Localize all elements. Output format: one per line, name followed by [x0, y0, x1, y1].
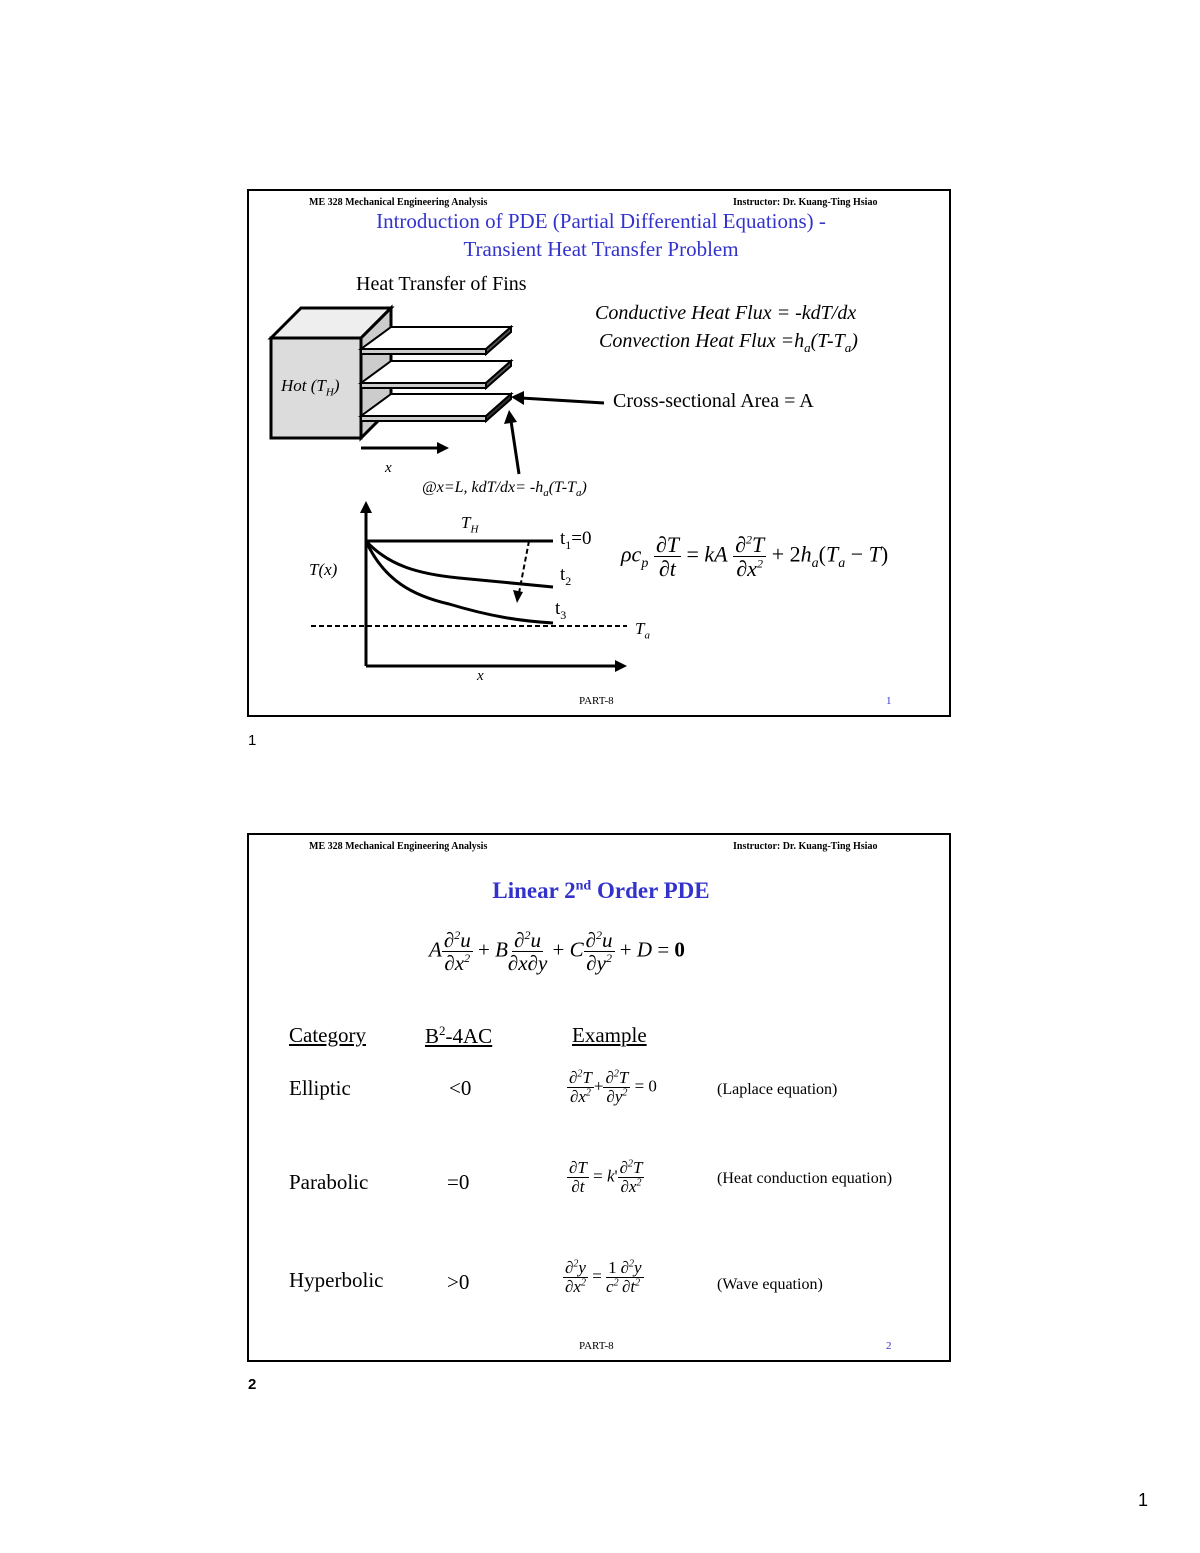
- slide-title-line1: Introduction of PDE (Partial Differential Equations) -: [376, 209, 826, 233]
- heat-conduction-equation-name: (Heat conduction equation): [717, 1170, 893, 1187]
- category-header: Category: [289, 1023, 366, 1047]
- slide-footer-center: PART-8: [579, 695, 614, 707]
- graph-x-label: x: [477, 668, 484, 684]
- category-elliptic: Elliptic: [289, 1076, 351, 1100]
- discriminant-elliptic: <0: [449, 1076, 472, 1100]
- discriminant-parabolic: =0: [447, 1170, 470, 1194]
- laplace-equation-name: (Laplace equation): [717, 1081, 838, 1098]
- discriminant-header: $B^2-4AC$: [425, 1023, 493, 1048]
- general-pde-equation: A $\frac{\partial^2u}{\partial x^2}$ + B $\frac{\partial^2u}{\partial x\partial y}$ + C $\frac{\partial^2u}{\partial y^2}$ + D = 0: [429, 928, 685, 976]
- slide-footer-center: PART-8: [579, 1340, 614, 1352]
- fin-diagram: [249, 191, 953, 719]
- t2-label: $t_2$: [560, 564, 572, 588]
- slide-header-right: Instructor: Dr. Kuang-Ting Hsiao: [733, 841, 878, 852]
- example-header: Example: [572, 1023, 647, 1047]
- page-number: 1: [1138, 1490, 1149, 1510]
- slide-title-line2: Transient Heat Transfer Problem: [463, 237, 739, 261]
- slide-2: [247, 833, 951, 1362]
- category-hyperbolic: Hyperbolic: [289, 1268, 384, 1292]
- slide-1: [247, 189, 951, 717]
- slide-header-right: Instructor: Dr. Kuang-Ting Hsiao: [733, 197, 878, 208]
- area-label: Cross-sectional Area = A: [613, 390, 814, 412]
- slide-footer-number: 1: [886, 695, 892, 707]
- t3-label: $t_3$: [555, 598, 567, 622]
- slide-1-caption-number: 1: [248, 732, 257, 749]
- discriminant-hyperbolic: >0: [447, 1270, 470, 1294]
- slide-2-caption-number: 2: [248, 1376, 257, 1393]
- conductive-flux-label: Conductive Heat Flux = -kdT/dx: [595, 302, 857, 324]
- graph-th-label: $T_H$: [461, 513, 479, 536]
- convection-flux-label: Convection Heat Flux $=h_a(T-T_a)$: [599, 330, 858, 355]
- slide-header-left: ME 328 Mechanical Engineering Analysis: [309, 197, 488, 208]
- x-direction-label: x: [385, 460, 392, 476]
- hot-block-label: Hot $(T_H)$: [281, 376, 340, 399]
- slide-header-left: ME 328 Mechanical Engineering Analysis: [309, 841, 488, 852]
- graph-ta-label: $T_a$: [635, 619, 650, 642]
- boundary-condition-label: @x=L, $kdT/dx= -h_a(T-T_a)$: [422, 479, 587, 500]
- transient-fin-equation: $\rho c_p$ $\frac{\partial T}{\partial t}$ = kA $\frac{\partial^2T}{\partial x^2}$ + $2h_a(T_a - T)$: [621, 532, 889, 582]
- category-parabolic: Parabolic: [289, 1170, 369, 1194]
- wave-equation-name: (Wave equation): [717, 1276, 823, 1293]
- heat-conduction-equation: $\frac{\partial T}{\partial t}$ = k' $\frac{\partial^2T}{\partial x^2}$: [569, 1158, 643, 1196]
- t1-label: $t_1=0$: [560, 528, 592, 552]
- wave-equation: $\frac{\partial^2y}{\partial x^2}$ = $\frac{1}{c^2}$ $\frac{\partial^2y}{\partial t^2}$: [565, 1258, 642, 1296]
- laplace-equation: $\frac{\partial^2T}{\partial x^2}$ + $\frac{\partial^2T}{\partial y^2}$ = 0: [569, 1068, 657, 1106]
- slide-footer-number: 2: [886, 1340, 892, 1352]
- graph-y-label: T(x): [309, 560, 338, 579]
- fins-subtitle: Heat Transfer of Fins: [356, 273, 527, 295]
- slide-title: Linear 2nd Order PDE: [492, 878, 710, 903]
